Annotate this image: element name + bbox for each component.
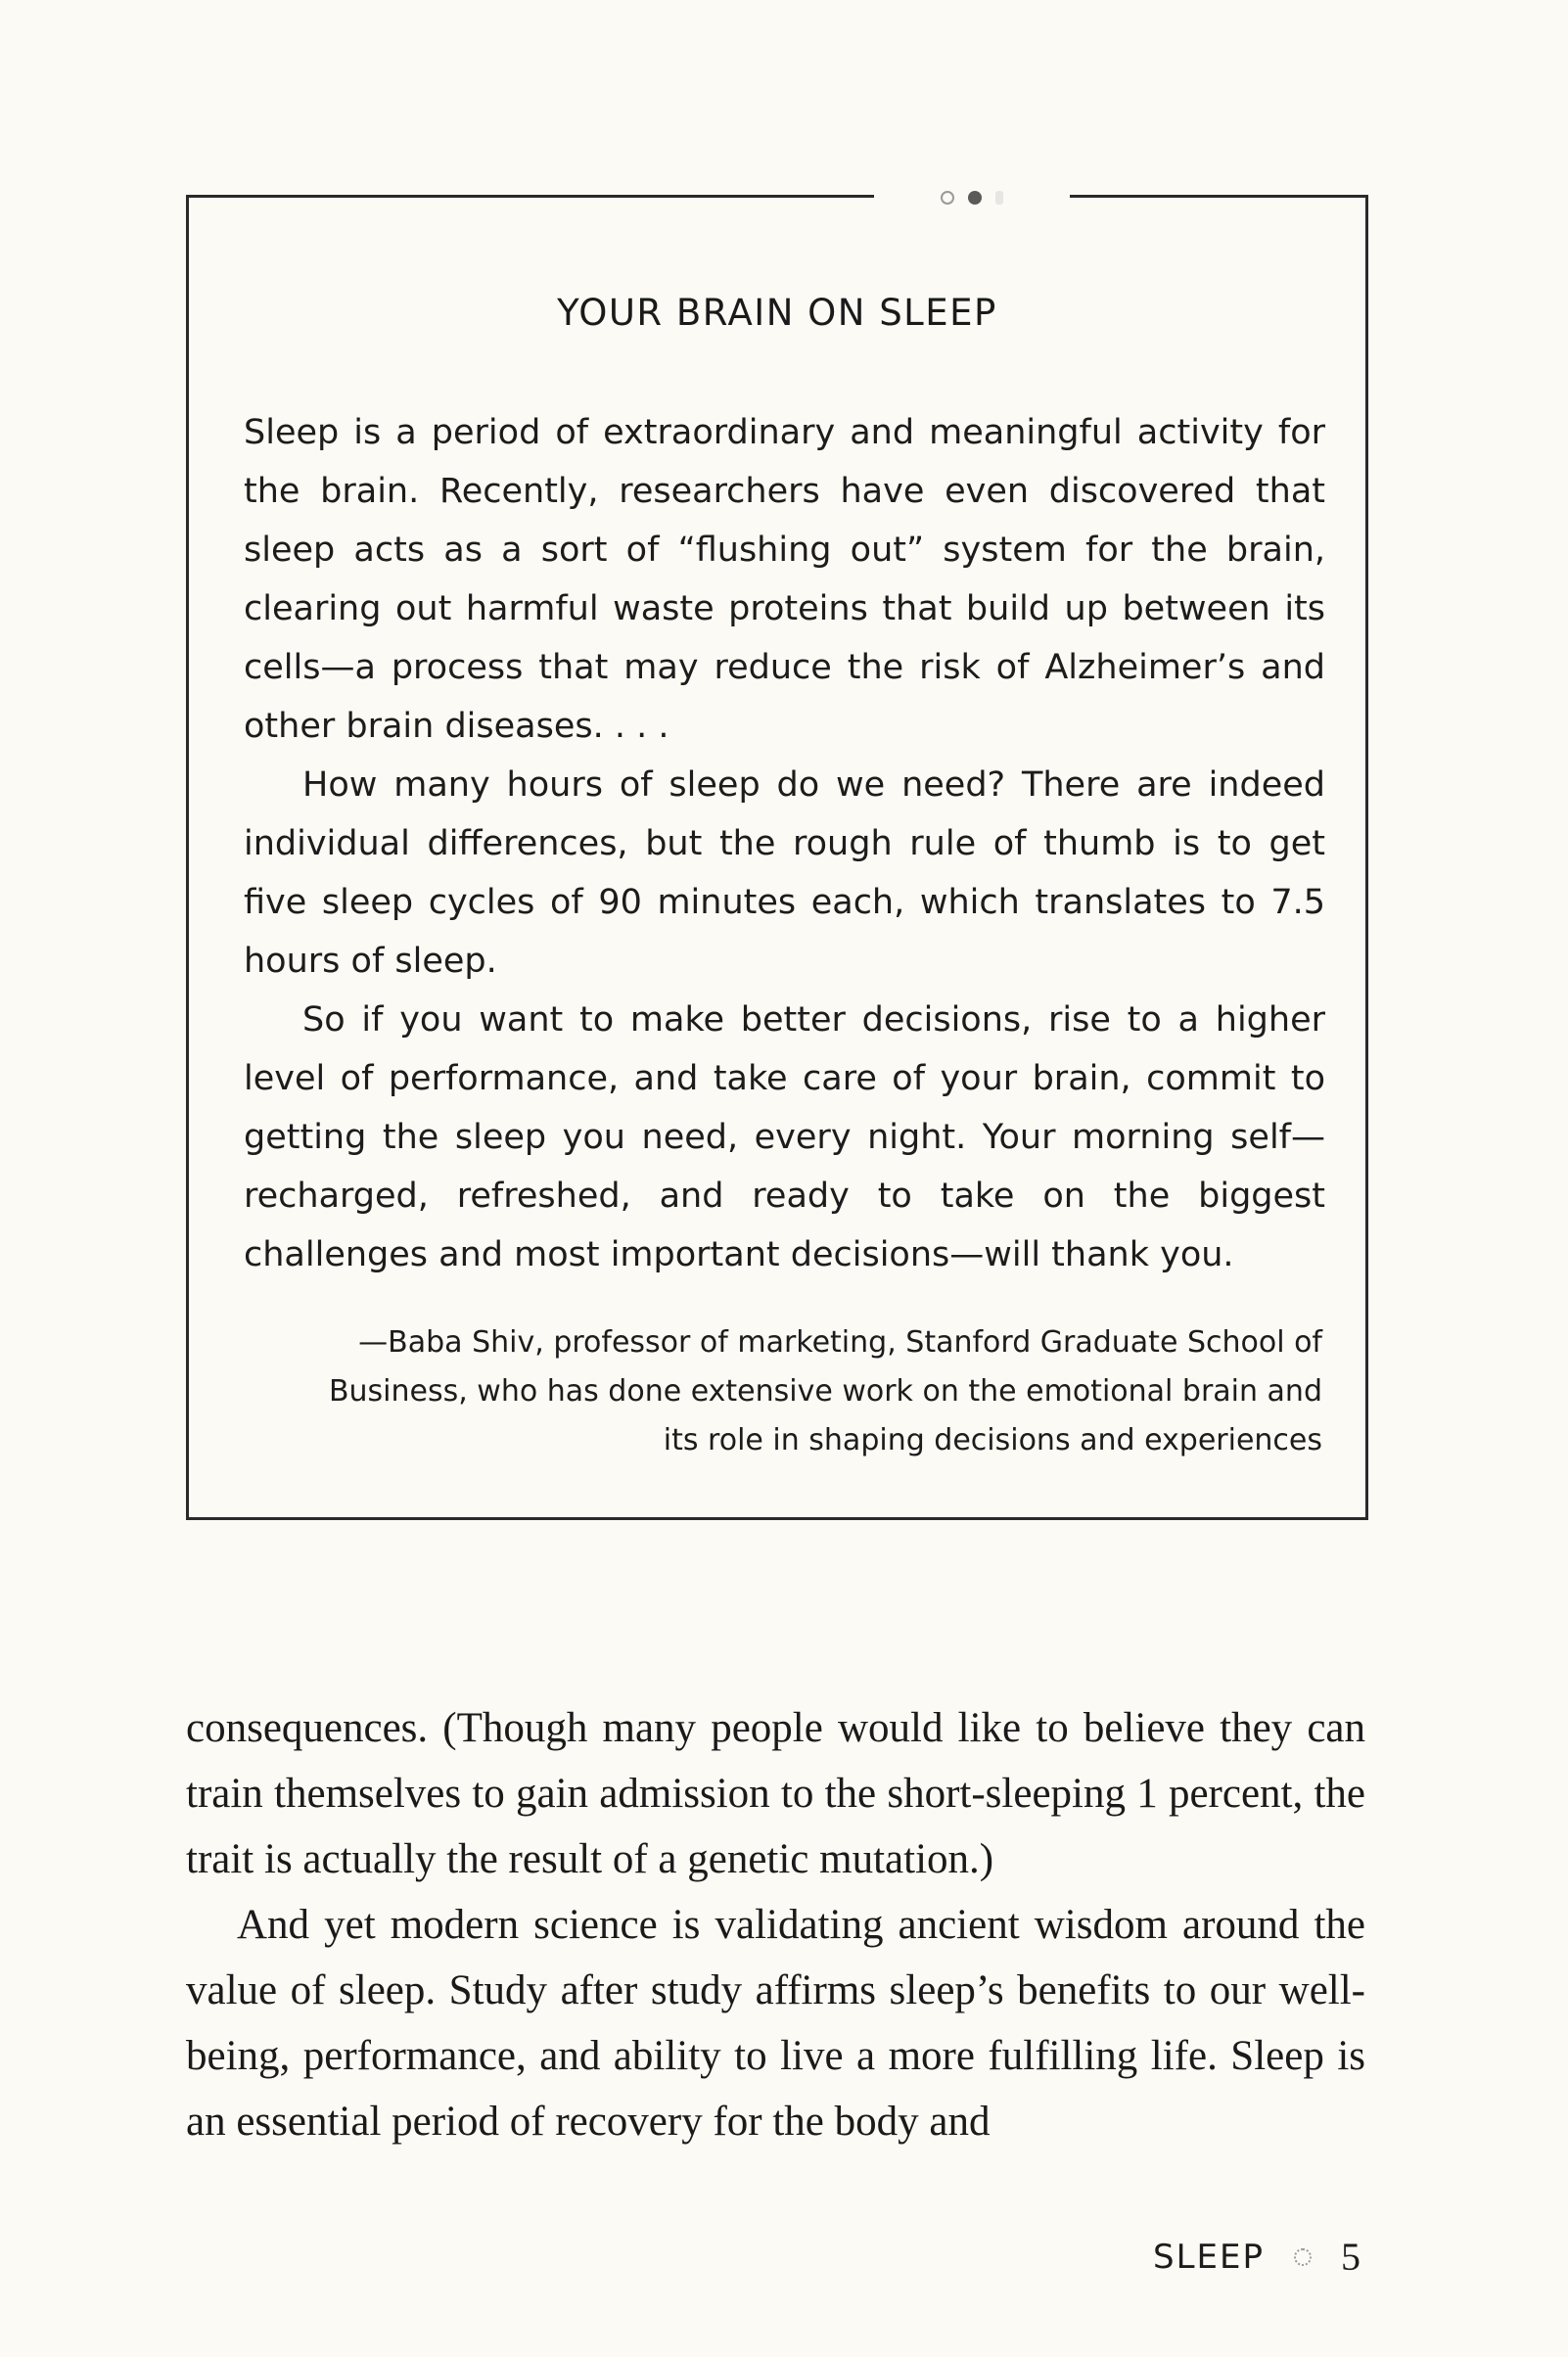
sidebar-paragraph: Sleep is a period of extraordinary and meaningful activity for the brain. Recently, researchers have even discovered that sleep acts as a sort of “flushing out” system for the brain, clearing out harmful waste proteins that build up between its cells—a process that may reduce the risk of Alzheimer’s and other brain diseases. . . . bbox=[244, 413, 1325, 746]
footer-ornament-icon bbox=[1294, 2248, 1312, 2266]
box-ornament bbox=[874, 180, 1070, 215]
running-footer bbox=[1153, 2234, 1360, 2280]
main-text bbox=[186, 1695, 1365, 2154]
body-paragraph: And yet modern science is validating ancient wisdom around the value of sleep. Study after study affirms sleep’s benefits to our well-being, performance, and ability to live a more fulfilling life. Sleep is an essential period of recovery for the body and bbox=[186, 1902, 1365, 2145]
sidebar-box bbox=[186, 195, 1368, 1520]
sidebar-paragraph: So if you want to make better decisions, rise to a higher level of performance, and take care of your brain, commit to getting the sleep you need, every night. Your morning self—recharged, refreshed, and ready to take on the biggest challenges and most important decisions—will thank you. bbox=[244, 1000, 1325, 1274]
sidebar-body bbox=[244, 403, 1325, 1284]
page-number: 5 bbox=[1341, 2235, 1360, 2279]
ornament-faint-icon bbox=[995, 191, 1003, 205]
sidebar-title: YOUR BRAIN ON SLEEP bbox=[557, 292, 997, 334]
ornament-circle-icon bbox=[941, 191, 954, 205]
body-paragraph: consequences. (Though many people would like to believe they can train themselves to gain admission to the short-sleeping 1 percent, the trait is actually the result of a genetic mutation.) bbox=[186, 1705, 1365, 1882]
sidebar-paragraph: How many hours of sleep do we need? There are indeed individual differences, but the rough rule of thumb is to get five sleep cycles of 90 minutes each, which translates to 7.5 hours of sleep. bbox=[244, 765, 1325, 981]
sidebar-attribution: —Baba Shiv, professor of marketing, Stanford Graduate School of Business, who has done extensive work on the emotional brain and its role in shaping decisions and experiences bbox=[328, 1325, 1322, 1457]
ornament-dot-icon bbox=[968, 191, 982, 205]
running-title: SLEEP bbox=[1153, 2237, 1265, 2277]
